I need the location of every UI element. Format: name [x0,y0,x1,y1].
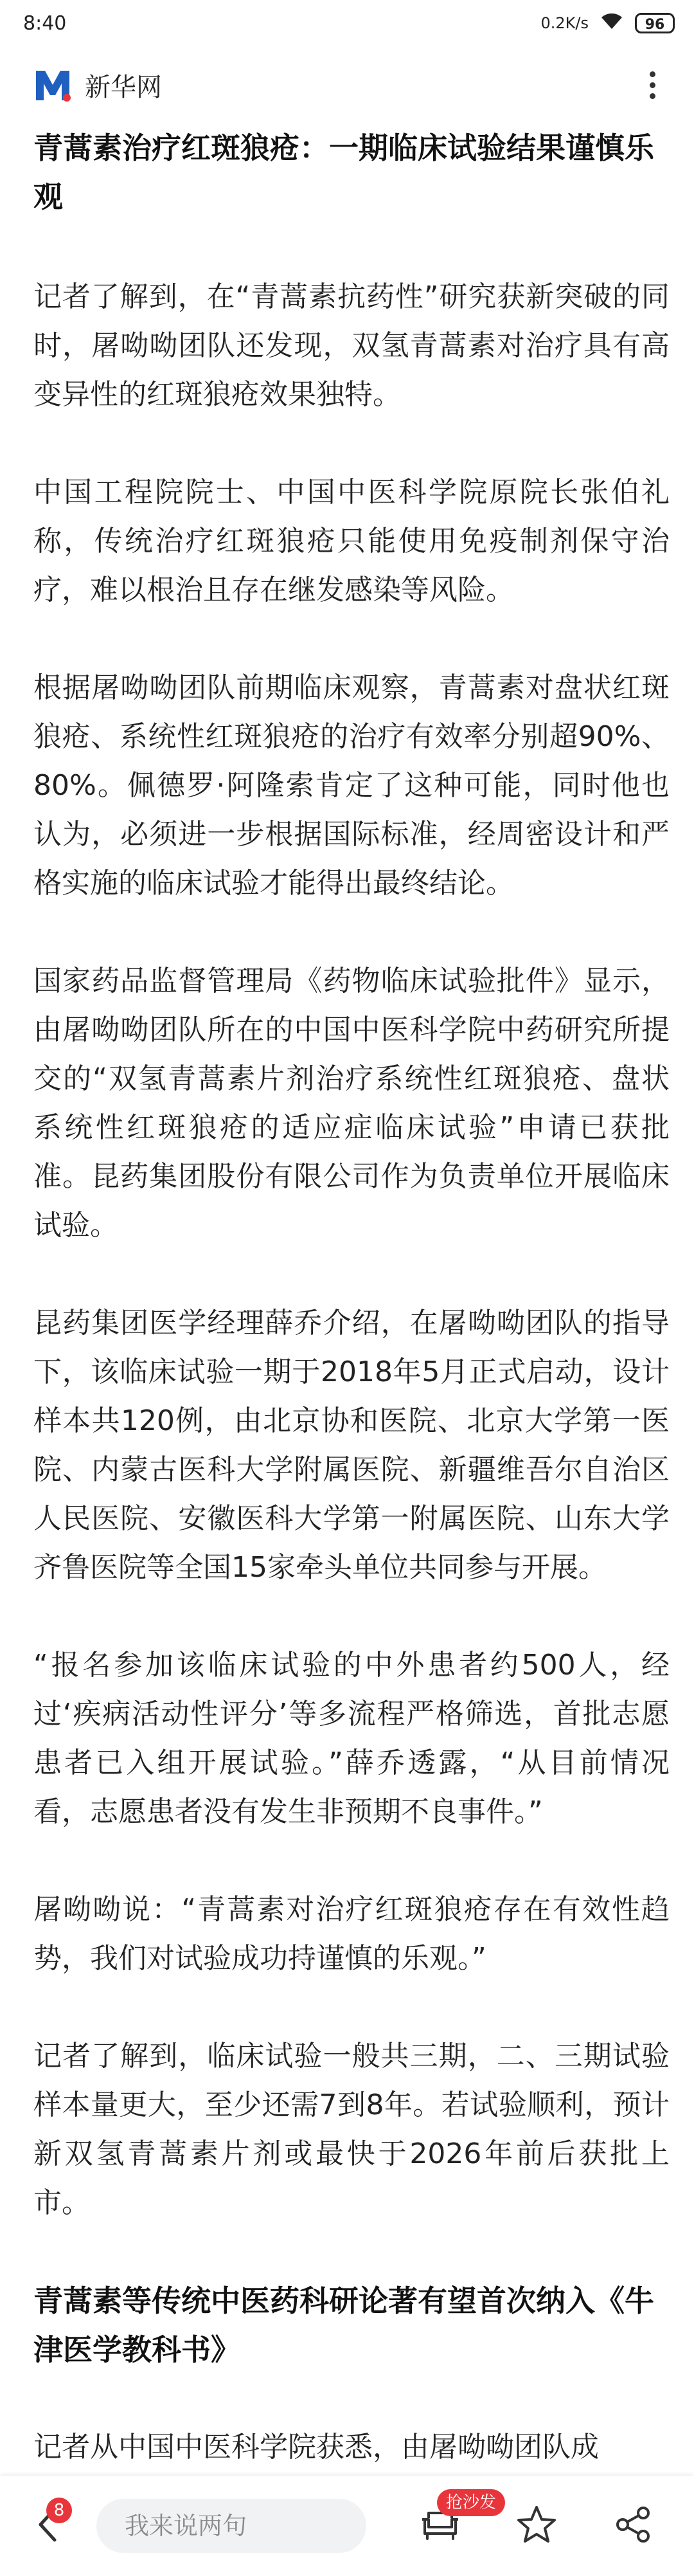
back-button[interactable] [26,2500,71,2552]
article-paragraph: “报名参加该临床试验的中外患者约500人，经过‘疾病活动性评分’等多流程严格筛选，首批志愿患者已入组开展试验。”薛乔透露，“从目前情况看，志愿患者没有发生非预期不良事件。” [33,1649,670,1828]
wifi-icon [599,11,625,35]
status-time: 8:40 [23,12,67,35]
unread-badge: 8 [46,2498,72,2523]
star-icon [516,2505,557,2547]
article-paragraph: 中国工程院院士、中国中医科学院原院长张伯礼称，传统治疗红斑狼疮只能使用免疫制剂保守治疗，难以根治且存在继发感染等风险。 [33,476,670,606]
app-header [0,46,694,123]
article-subheading: 青蒿素等传统中医药科研论著有望首次纳入《牛津医学教科书》 [33,2283,654,2367]
comment-input[interactable] [96,2499,366,2553]
status-bar [0,0,694,46]
article-paragraph: 国家药品监督管理局《药物临床试验批件》显示，由屠呦呦团队所在的中国中医科学院中药研究所提交的“双氢青蒿素片剂治疗系统性红斑狼疮、盘状系统性红斑狼疮的适应症临床试验”申请已获批准。昆药集团股份有限公司作为负责单位开展临床试验。 [33,965,670,1242]
share-icon [612,2504,654,2548]
battery-indicator: 96 [635,13,675,33]
sofa-badge: 抢沙发 [437,2489,505,2516]
share-button[interactable] [604,2497,662,2555]
status-indicators [541,11,675,35]
article-paragraph: 屠呦呦说：“青蒿素对治疗红斑狼疮存在有效性趋势，我们对试验成功持谨慎的乐观。” [33,1893,670,1975]
favorite-button[interactable] [508,2497,565,2555]
article-paragraph: 记者了解到，临床试验一般共三期，二、三期试验样本量更大，至少还需7到8年。若试验顺利，预计新双氢青蒿素片剂或最快于2026年前后获批上市。 [33,2040,670,2219]
comment-button[interactable] [411,2493,497,2555]
bottom-action-bar [0,2476,694,2576]
article-body [33,123,670,2521]
more-icon[interactable] [636,62,668,107]
network-speed: 0.2K/s [540,14,589,32]
article-paragraph: 根据屠呦呦团队前期临床观察，青蒿素对盘状红斑狼疮、系统性红斑狼疮的治疗有效率分别超90%、80%。佩德罗·阿隆索肯定了这种可能，同时他也认为，必须进一步根据国际标准，经周密设计和严格实施的临床试验才能得出最终结论。 [33,671,670,900]
article-paragraph: 记者从中国中医科学院获悉，由屠呦呦团队成 [33,2431,599,2463]
article-paragraph: 昆药集团医学经理薛乔介绍，在屠呦呦团队的指导下，该临床试验一期于2018年5月正式启动，设计样本共120例，由北京协和医院、北京大学第一医院、内蒙古医科大学附属医院、新疆维吾尔自治区人民医院、安徽医科大学第一附属医院、山东大学齐鲁医院等全国15家牵头单位共同参与开展。 [33,1307,670,1584]
brand-name: 新华网 [85,72,162,102]
logo-icon [33,66,72,104]
article-paragraph: 记者了解到，在“青蒿素抗药性”研究获新突破的同时，屠呦呦团队还发现，双氢青蒿素对治疗具有高变异性的红斑狼疮效果独特。 [33,280,670,411]
article-title: 青蒿素治疗红斑狼疮：一期临床试验结果谨慎乐观 [33,131,654,214]
